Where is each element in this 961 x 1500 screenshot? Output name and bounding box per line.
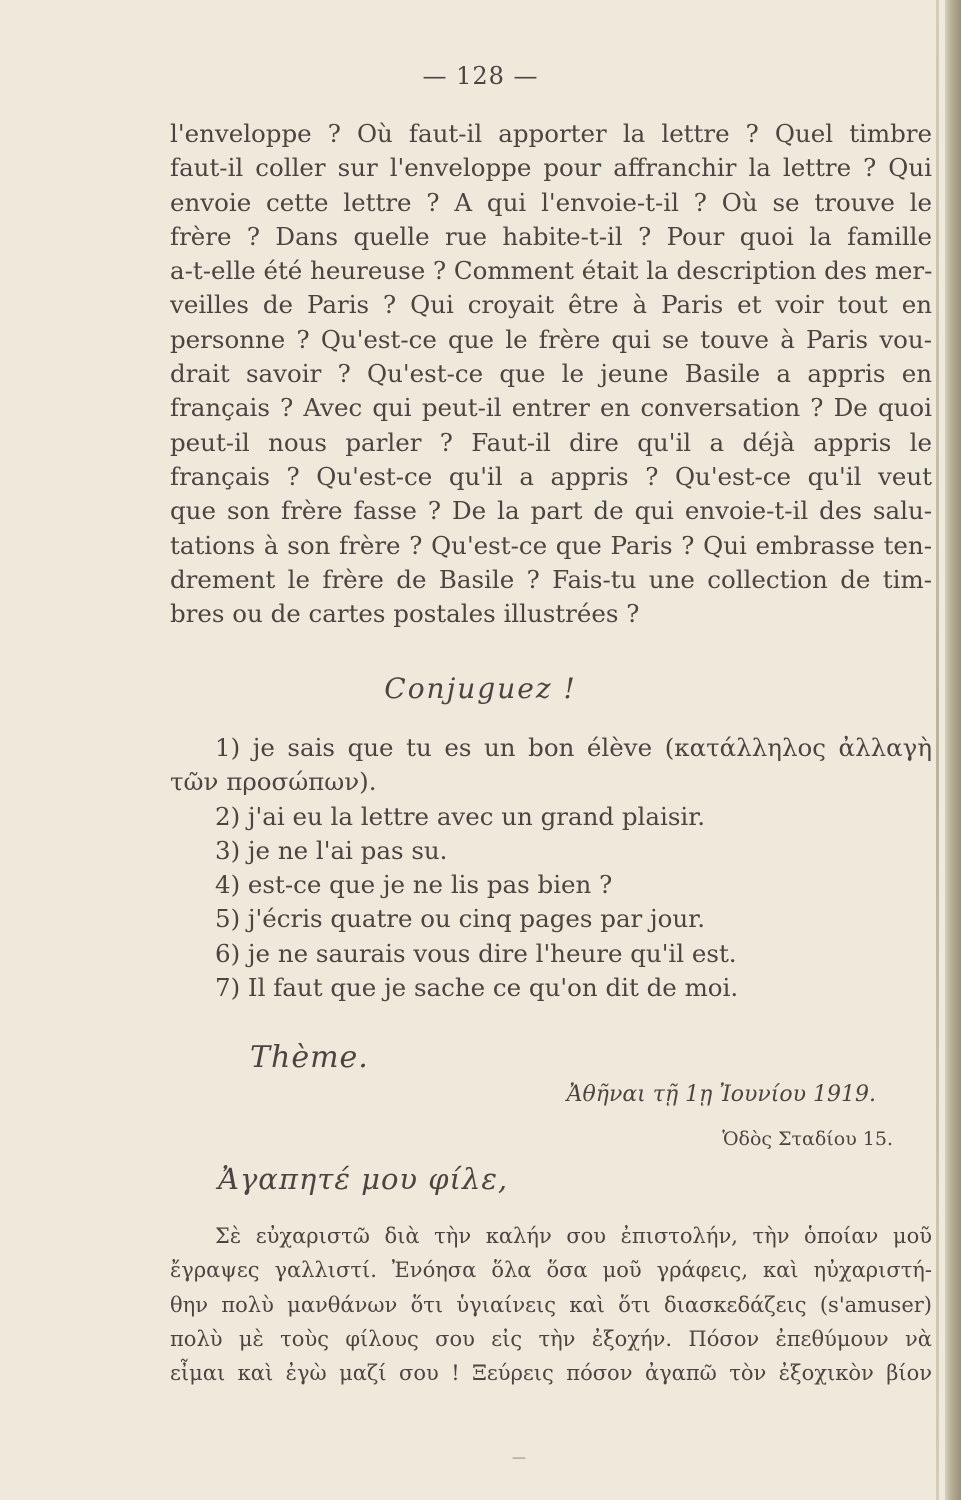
text-line: frère ? Dans quelle rue habite-t-il ? Pour quoi la famille [170,221,932,251]
exercise-item-continuation: τῶν προσώπων). [170,767,377,797]
exercise-item: 2) j'ai eu la lettre avec un grand plaisir. [215,801,706,831]
text-line: drait savoir ? Qu'est-ce que le jeune Basile a appris en [170,359,932,389]
text-line: a-t-elle été heureuse ? Comment était la description des mer- [170,256,933,286]
text-line: tations à son frère ? Qu'est-ce que Paris ? Qui embrasse ten- [170,530,932,560]
conjugation-list [170,731,932,1005]
text-line: personne ? Qu'est-ce que le frère qui se touve à Paris vou- [170,324,932,354]
text-line: que son frère fasse ? De la part de qui envoie-t-il des salu- [170,496,932,526]
letter-body [170,1219,932,1390]
letter-date: Ἀθῆναι τῇ 1ῃ Ἰουνίου 1919. [566,1082,876,1107]
page-number: — 128 — [422,62,539,90]
exercise-item: 6) je ne saurais vous dire l'heure qu'il est. [215,938,737,968]
text-line: faut-il coller sur l'enveloppe pour affranchir la lettre ? Qui [170,153,932,183]
text-line: français ? Qu'est-ce qu'il a appris ? Qu'est-ce qu'il veut [170,461,932,491]
text-line: peut-il nous parler ? Faut-il dire qu'il a déjà appris le [170,427,932,457]
text-line: l'enveloppe ? Où faut-il apporter la lettre ? Quel timbre [170,119,932,148]
conjugation-heading: Conjuguez ! [384,672,577,705]
letter-line: ἔγραψες γαλλιστί. Ἐνόησα ὅλα ὅσα μοῦ γράφεις, καὶ ηὐχαριστή- [170,1258,932,1283]
exercise-item: 5) j'écris quatre ou cinq pages par jour. [215,904,705,934]
text-line: français ? Avec qui peut-il entrer en conversation ? De quoi [170,393,932,423]
exercise-item: 4) est-ce que je ne lis pas bien ? [215,870,613,900]
questions-paragraph [170,117,932,631]
theme-heading: Thème. [250,1040,369,1075]
letter-line: πολὺ μὲ τοὺς φίλους σου εἰς τὴν ἐξοχήν. Πόσον ἐπεθύμουν νὰ [170,1326,932,1351]
letter-salutation: Ἀγαπητέ μου φίλε, [218,1162,509,1196]
text-line: drement le frère de Basile ? Fais-tu une collection de tim- [170,564,932,594]
exercise-item: 1) je sais que tu es un bon élève (κατάλληλος ἀλλαγὴ [215,733,932,762]
exercise-item: 3) je ne l'ai pas su. [215,835,448,865]
letter-line: Σὲ εὐχαριστῶ διὰ τὴν καλήν σου ἐπιστολήν, τὴν ὁποίαν μοῦ [215,1224,932,1248]
page-fold-line [936,0,939,1500]
footer-mark: — [512,1450,526,1466]
text-line: bres ou de cartes postales illustrées ? [170,599,640,629]
page-edge [945,0,961,1500]
exercise-item: 7) Il faut que je sache ce qu'on dit de moi. [215,973,739,1003]
letter-line: εἶμαι καὶ ἐγὼ μαζί σου ! Ξεύρεις πόσον ἀγαπῶ τὸν ἐξοχικὸν βίον [170,1361,932,1386]
letter-address: Ὁδὸς Σταδίου 15. [722,1128,893,1150]
text-line: veilles de Paris ? Qui croyait être à Paris et voir tout en [170,290,932,320]
text-line: envoie cette lettre ? A qui l'envoie-t-il ? Où se trouve le [170,187,932,217]
letter-line: θην πολὺ μανθάνων ὅτι ὑγιαίνεις καὶ ὅτι διασκεδάζεις (s'amuser) [170,1292,932,1317]
